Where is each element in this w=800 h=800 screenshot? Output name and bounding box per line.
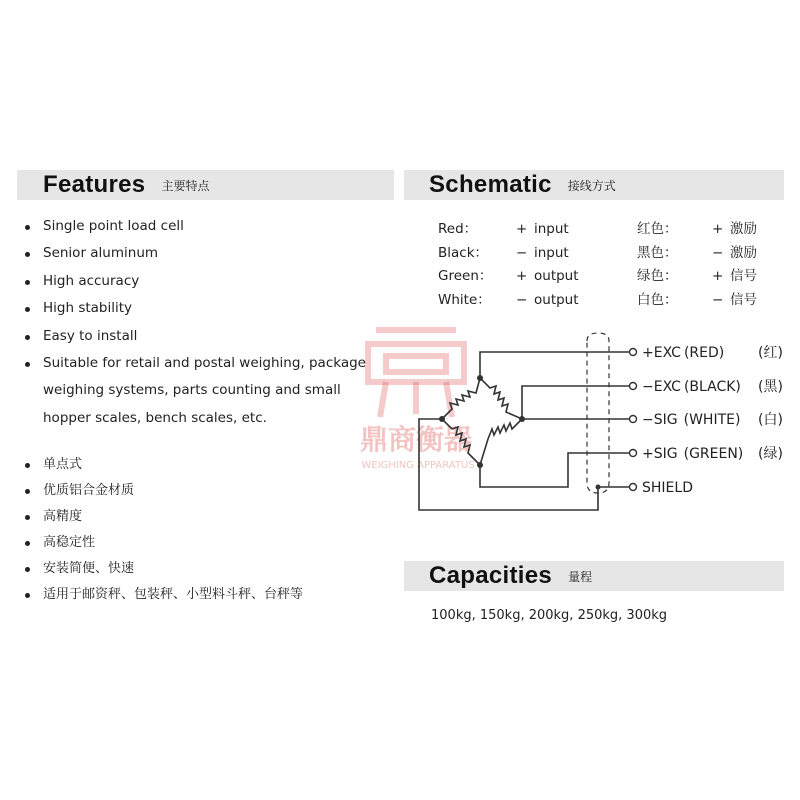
wiring-sign: + xyxy=(712,221,724,237)
list-item: 安装简便、快速 xyxy=(25,556,385,582)
wiring-sign: − xyxy=(712,292,724,308)
list-item xyxy=(25,350,385,432)
terminal-label-cn: (绿) xyxy=(758,446,783,462)
wiring-sign: + xyxy=(516,221,528,237)
list-item: 高精度 xyxy=(25,504,385,530)
capacities-subtitle: 量程 xyxy=(568,569,593,584)
wiring-label: 黑色： xyxy=(637,245,678,261)
terminal-label-shield: SHIELD xyxy=(642,480,693,496)
wiring-label: Green： xyxy=(438,268,493,284)
capacities-title: Capacities xyxy=(429,562,553,589)
wiring-row-green xyxy=(438,264,579,284)
terminal-label-exc-minus xyxy=(642,379,741,395)
terminal-label-sig-plus xyxy=(642,446,743,462)
terminal-exc-minus xyxy=(630,383,637,390)
wiring-row-cn-white xyxy=(637,288,757,308)
wiring-row-black xyxy=(438,241,569,261)
bridge-resistors xyxy=(442,378,522,465)
watermark-en: WEIGHING APPARATUS xyxy=(361,460,475,471)
terminal-label-cn: (黑) xyxy=(758,379,783,395)
terminal-color: (BLACK) xyxy=(683,379,741,395)
terminal-exc-plus xyxy=(630,349,637,356)
resistor-bottom-left xyxy=(442,419,480,465)
terminal-sign: + xyxy=(642,345,654,361)
list-item-line: Suitable for retail and postal weighing, package xyxy=(43,355,366,372)
list-item: 高稳定性 xyxy=(25,530,385,556)
features-header xyxy=(17,170,394,200)
wiring-desc: 信号 xyxy=(730,292,757,308)
wiring-row-red xyxy=(438,217,569,237)
watermark-cn: 鼎商衡器 xyxy=(359,423,473,456)
resistor-top-left xyxy=(442,378,480,419)
terminal-label-cn: (红) xyxy=(758,345,783,361)
terminal-sign: + xyxy=(642,446,654,462)
terminal-color: (GREEN) xyxy=(683,446,744,462)
terminal-sig-plus xyxy=(630,450,637,457)
terminal-name: SIG xyxy=(653,446,678,462)
wire-exc-black xyxy=(522,386,630,419)
capacities-header xyxy=(404,561,784,591)
terminal-label-exc-plus xyxy=(642,345,724,361)
schematic-title: Schematic xyxy=(429,171,552,198)
terminal-name: SIG xyxy=(653,412,678,428)
list-item-line: weighing systems, parts counting and small xyxy=(43,382,341,399)
terminal-label-sig-minus xyxy=(642,412,740,428)
list-item: 适用于邮资秤、包装秤、小型料斗秤、台秤等 xyxy=(25,582,385,608)
features-title: Features xyxy=(43,171,146,198)
resistor-bottom-right xyxy=(480,419,522,465)
capacities-values: 100kg, 150kg, 200kg, 250kg, 300kg xyxy=(431,608,668,623)
list-item: 优质铝合金材质 xyxy=(25,478,385,504)
wiring-row-white xyxy=(438,288,579,308)
wiring-desc: 激励 xyxy=(730,221,757,237)
wiring-row-cn-red xyxy=(637,217,757,237)
wiring-sign: + xyxy=(516,268,528,284)
wiring-sign: − xyxy=(516,245,528,261)
list-item: High accuracy xyxy=(25,268,385,295)
wiring-desc: output xyxy=(534,292,579,308)
wiring-schematic xyxy=(400,325,790,520)
terminal-color: (WHITE) xyxy=(683,412,741,428)
wiring-desc: 激励 xyxy=(730,245,757,261)
schematic-subtitle: 接线方式 xyxy=(567,178,616,193)
list-item: Easy to install xyxy=(25,323,385,350)
wiring-label: 白色： xyxy=(637,292,678,308)
list-item: Single point load cell xyxy=(25,213,385,240)
terminal-sig-minus xyxy=(630,416,637,423)
wiring-label: 绿色： xyxy=(637,268,678,284)
wiring-sign: − xyxy=(712,245,724,261)
list-item: Senior aluminum xyxy=(25,240,385,267)
wiring-label: Black： xyxy=(438,245,489,261)
wiring-label: Red： xyxy=(438,221,478,237)
terminal-shield xyxy=(630,484,637,491)
junction-dots xyxy=(439,375,525,468)
wiring-label: White： xyxy=(438,292,491,308)
wiring-desc: output xyxy=(534,268,579,284)
wiring-desc: 信号 xyxy=(730,268,757,284)
terminal-sign: − xyxy=(642,379,654,395)
wiring-row-cn-black xyxy=(637,241,757,261)
features-subtitle: 主要特点 xyxy=(161,178,210,193)
wire-shield xyxy=(419,419,630,510)
features-list-cn xyxy=(25,452,385,608)
wiring-desc: input xyxy=(534,221,569,237)
resistor-top-right xyxy=(480,378,522,419)
list-item-line: hopper scales, bench scales, etc. xyxy=(43,409,267,426)
shield-junction-dot xyxy=(596,485,601,490)
wiring-label: 红色： xyxy=(637,221,678,237)
list-item: High stability xyxy=(25,295,385,322)
terminal-name: EXC xyxy=(653,345,681,361)
wiring-sign: + xyxy=(712,268,724,284)
terminals xyxy=(630,349,637,491)
features-list-en xyxy=(25,213,385,432)
terminal-label-cn: (白) xyxy=(758,412,783,428)
terminal-name: EXC xyxy=(653,379,681,395)
terminal-color: (RED) xyxy=(683,345,725,361)
wiring-desc: input xyxy=(534,245,569,261)
wire-exc-red xyxy=(480,352,630,378)
list-item: 单点式 xyxy=(25,452,385,478)
schematic-header xyxy=(404,170,784,200)
wiring-row-cn-green xyxy=(637,264,757,284)
terminal-sign: − xyxy=(642,412,654,428)
wire-sig-green xyxy=(480,453,630,487)
wiring-sign: − xyxy=(516,292,528,308)
cable-shield-outline xyxy=(587,333,609,493)
